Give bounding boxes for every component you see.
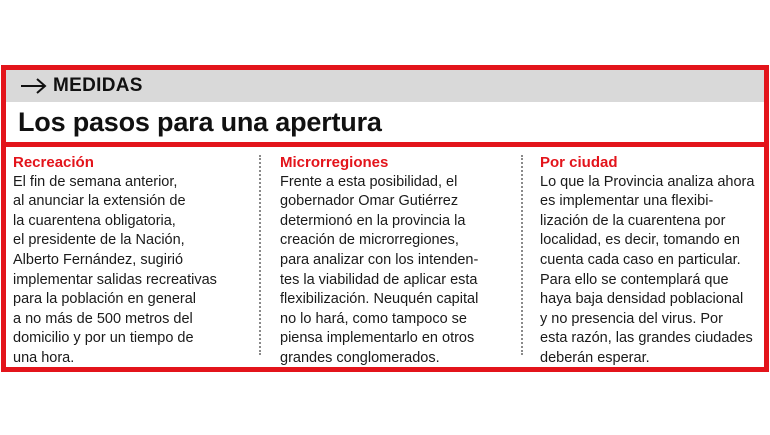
column-text-line: determionó en la provincia la [280, 212, 466, 229]
columns [6, 147, 764, 367]
column-text-line: creación de microrregiones, [280, 232, 459, 249]
column-text-line: Frente a esta posibilidad, el [280, 173, 458, 190]
column-text-line: es implementar una flexibi- [540, 193, 714, 210]
column-text-line: flexibilización. Neuquén capital [280, 291, 479, 308]
title-bar [6, 102, 764, 142]
column-text-line: al anunciar la extensión de [13, 193, 186, 210]
kicker-bar [6, 70, 764, 102]
column-text-line: Alberto Fernández, sugirió [13, 251, 184, 268]
column-text-line: El fin de semana anterior, [13, 173, 178, 190]
column-text-line: para la población en general [13, 291, 196, 308]
column-text-line: haya baja densidad poblacional [540, 291, 744, 308]
column-text-line: deberán esperar. [540, 349, 650, 366]
column-text-line: a no más de 500 metros del [13, 310, 193, 327]
column-text-line: gobernador Omar Gutiérrez [280, 193, 459, 210]
column-por-ciudad [540, 153, 762, 369]
column-text-line: lización de la cuarentena por [540, 212, 726, 229]
column-recreacion [13, 153, 248, 369]
column-text-line: Para ello se contemplará que [540, 271, 729, 288]
column-heading: Por ciudad [540, 154, 618, 171]
column-text-line: piensa implementarlo en otros [280, 330, 475, 347]
column-text-line: el presidente de la Nación, [13, 232, 185, 249]
column-text-line: para analizar con los intenden- [280, 251, 479, 268]
column-divider [521, 155, 523, 355]
column-text-line: no lo hará, como tampoco se [280, 310, 467, 327]
column-text-line: Lo que la Provincia analiza ahora [540, 173, 755, 190]
kicker-label: MEDIDAS [53, 75, 143, 96]
arrow-right-icon [20, 78, 48, 94]
column-text-line: tes la viabilidad de aplicar esta [280, 271, 478, 288]
column-text-line: grandes conglomerados. [280, 349, 440, 366]
column-heading: Microrregiones [280, 154, 389, 171]
column-text-line: localidad, es decir, tomando en [540, 232, 740, 249]
infobox-frame [1, 65, 769, 372]
column-text-line: cuenta cada caso en particular. [540, 251, 741, 268]
column-text-line: la cuarentena obligatoria, [13, 212, 176, 229]
column-heading: Recreación [13, 154, 94, 171]
column-text-line: una hora. [13, 349, 75, 366]
column-divider [259, 155, 261, 355]
column-text-line: implementar salidas recreativas [13, 271, 217, 288]
column-text-line: y no presencia del virus. Por [540, 310, 723, 327]
column-text-line: domicilio y por un tiempo de [13, 330, 194, 347]
column-text-line: esta razón, las grandes ciudades [540, 330, 753, 347]
headline: Los pasos para una apertura [18, 107, 382, 137]
column-microrregiones [280, 153, 506, 369]
